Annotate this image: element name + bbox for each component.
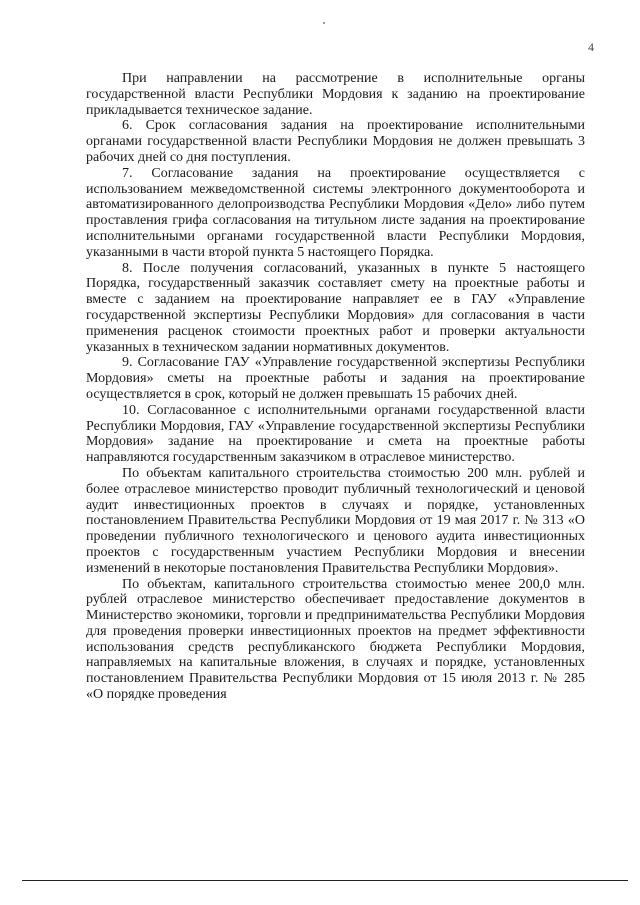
paragraph-item-7: 7. Согласование задания на проектирование осуществляется с использованием межведомственной системы электронного документооборота и автоматизированного делопроизводства Республики Мордовия «Дело» либо путем проставления грифа согласования на титульном листе задания на проектирование исполнительными органами государственной власти Республики Мордовия, указанными в части второй пункта 5 настоящего Порядка. (86, 165, 585, 260)
document-body (86, 71, 585, 703)
paragraph-item-9: 9. Согласование ГАУ «Управление государственной экспертизы Республики Мордовия» сметы на проектные работы и задания на проектирование осуществляется в срок, который не должен превышать 15 рабочих дней. (86, 355, 585, 402)
paragraph-intro: При направлении на рассмотрение в исполнительные органы государственной власти Республики Мордовия к заданию на проектирование прикладывается техническое задание. (86, 71, 585, 118)
page-number: 4 (588, 40, 594, 54)
paragraph-item-8: 8. После получения согласований, указанных в пункте 5 настоящего Порядка, государственный заказчик составляет смету на проектные работы и вместе с заданием на проектирование направляет ее в ГАУ «Управление государственной экспертизы Республики Мордовия» для согласования в части применения расценок стоимости проектных работ и проверки актуальности указанных в техническом задании нормативных документов. (86, 260, 585, 355)
paragraph-audit-200m: По объектам капитального строительства стоимостью 200 млн. рублей и более отраслевое министерство проводит публичный технологический и ценовой аудит инвестиционных проектов в случаях и порядке, установленных постановлением Правительства Республики Мордовия от 19 мая 2017 г. № 313 «О проведении публичного технологического и ценового аудита инвестиционных проектов с государственным участием Республики Мордовия и внесении изменений в некоторые постановления Правительства Республики Мордовия». (86, 465, 585, 576)
scan-artifact-dot (323, 22, 325, 24)
paragraph-item-10: 10. Согласованное с исполнительными органами государственной власти Республики Мордовия, ГАУ «Управление государственной экспертизы Республики Мордовия» задание на проектирование и смета на проектные работы направляются государственным заказчиком в отраслевое министерство. (86, 402, 585, 466)
scan-edge-line (22, 880, 628, 881)
paragraph-under-200m: По объектам, капитального строительства стоимостью менее 200,0 млн. рублей отраслевое министерство обеспечивает предоставление документов в Министерство экономики, торговли и предпринимательства Республики Мордовия для проведения проверки инвестиционных проектов на предмет эффективности использования средств республиканского бюджета Республики Мордовия, направляемых на капитальные вложения, в случаях и порядке, установленных постановлением Правительства Республики Мордовия от 15 июля 2013 г. № 285 «О порядке проведения (86, 576, 585, 703)
paragraph-item-6: 6. Срок согласования задания на проектирование исполнительными органами государственной власти Республики Мордовия не должен превышать 3 рабочих дней со дня поступления. (86, 118, 585, 165)
